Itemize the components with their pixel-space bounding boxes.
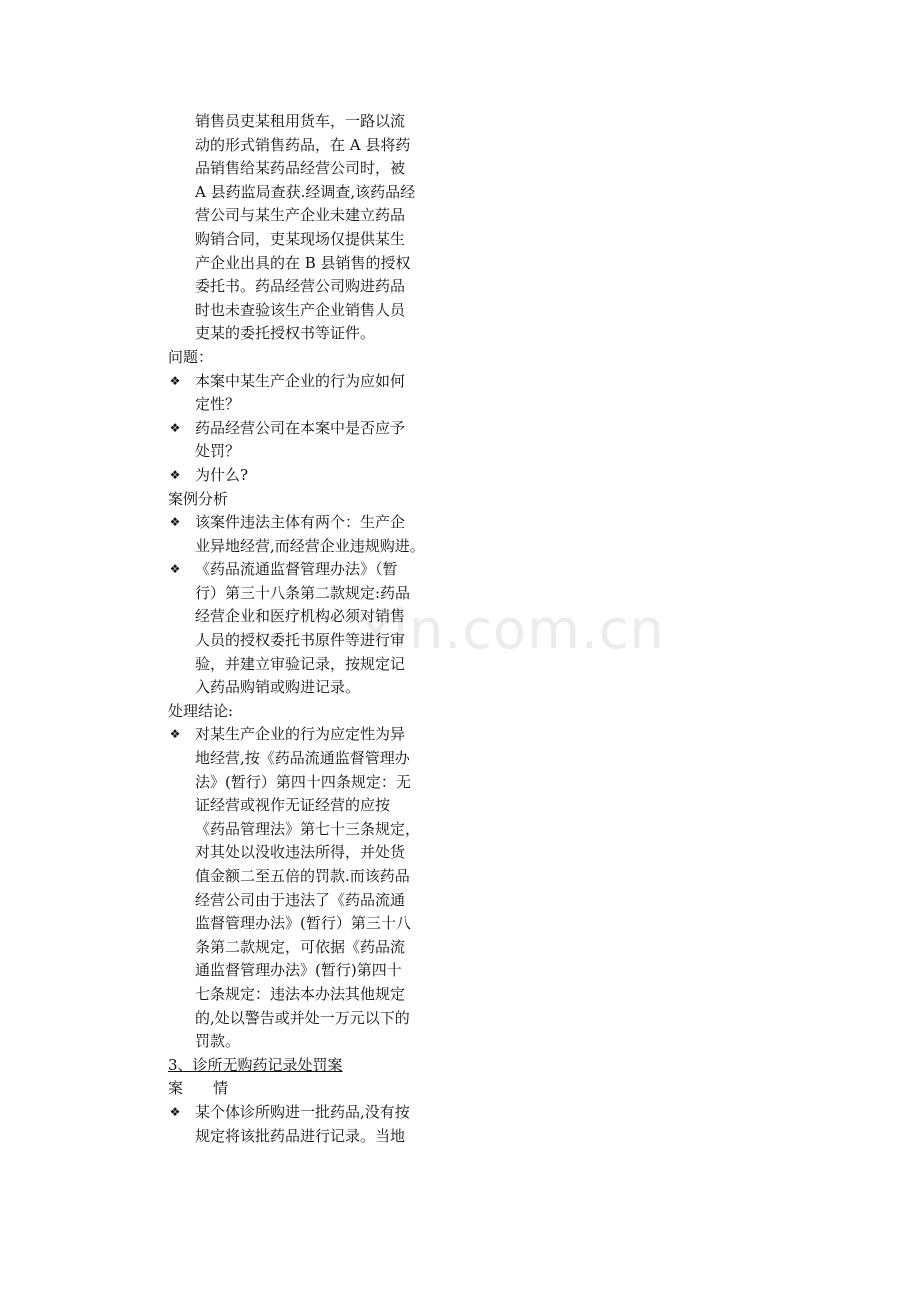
list-item-text: 值金额二至五倍的罚款.而该药品 (195, 867, 410, 885)
text-column (168, 110, 438, 1148)
list-item-line (168, 841, 438, 865)
list-item-line (168, 912, 438, 936)
questions-heading: 问题： (168, 347, 214, 366)
list-item-text: 条第二款规定，可依据《药品流 (195, 937, 406, 956)
bullet-icon: ❖ (169, 467, 181, 482)
intro-line: 吏某的委托授权书等证件。 (195, 324, 376, 343)
list-item-text: 证经营或视作无证经营的应按 (195, 796, 391, 815)
case-label: 案 情 (168, 1079, 229, 1098)
list-item (168, 723, 438, 1053)
list-item (168, 464, 438, 488)
list-item-line (168, 629, 438, 653)
intro-paragraph (168, 110, 438, 346)
conclusion-list (168, 723, 438, 1053)
list-item-text: 处罚？ (195, 442, 241, 461)
list-item-text: 规定将该批药品进行记录。当地 (195, 1126, 406, 1145)
list-item-text: 行）第三十八条第二款规定:药品 (195, 583, 411, 602)
list-item-line (168, 464, 438, 488)
case3-list (168, 1101, 438, 1148)
list-item-line (168, 558, 438, 582)
list-item-line (168, 818, 438, 842)
bullet-icon: ❖ (169, 562, 181, 577)
analysis-list (168, 511, 438, 700)
list-item-line (168, 440, 438, 464)
list-item (168, 1101, 438, 1148)
intro-line: 购销合同，吏某现场仅提供某生 (195, 229, 406, 248)
list-item-line (168, 889, 438, 913)
list-item-line (168, 1101, 438, 1125)
intro-line: 时也未查验该生产企业销售人员 (195, 300, 406, 319)
list-item-text: 对其处以没收违法所得，并处货 (195, 843, 406, 862)
list-item-text: 经营公司由于违法了《药品流通 (195, 890, 406, 909)
list-item-line (168, 605, 438, 629)
list-item-line (168, 676, 438, 700)
list-item-line (168, 417, 438, 441)
intro-line: A 县药监局查获.经调查,该药品经 (195, 182, 416, 201)
list-item-line (168, 747, 438, 771)
watermark: xin.com.cn (360, 598, 665, 661)
list-item-text: 《药品流通监督管理办法》（暂 (195, 560, 398, 579)
list-item-text: 罚款。 (195, 1032, 241, 1051)
list-item-line (168, 983, 438, 1007)
list-item-line (168, 723, 438, 747)
intro-line: 动的形式销售药品，在 A 县将药 (195, 135, 411, 154)
list-item-line (168, 511, 438, 535)
list-item-line (168, 653, 438, 677)
bullet-icon: ❖ (169, 727, 181, 742)
list-item-text: 定性？ (195, 395, 241, 414)
list-item-line (168, 771, 438, 795)
list-item-line (168, 794, 438, 818)
list-item-text: 监督管理办法》(暂行）第三十八 (195, 914, 411, 933)
list-item-text: 本案中某生产企业的行为应如何 (195, 371, 406, 390)
list-item-text: 人员的授权委托书原件等进行审 (195, 631, 406, 650)
intro-line: 委托书。药品经营公司购进药品 (195, 277, 406, 296)
list-item-text: 对某生产企业的行为应定性为异 (195, 725, 406, 744)
list-item-text: 为什么? (195, 465, 249, 484)
list-item-text: 通监督管理办法》(暂行)第四十 (195, 961, 402, 980)
intro-line: 营公司与某生产企业未建立药品 (195, 206, 406, 225)
list-item (168, 558, 438, 700)
bullet-icon: ❖ (169, 373, 181, 388)
list-item-line (168, 1007, 438, 1031)
list-item-line (168, 865, 438, 889)
list-item-text: 业异地经营,而经营企业违规购进。 (195, 536, 425, 555)
intro-line: 产企业出具的在 B 县销售的授权 (195, 253, 411, 272)
list-item (168, 417, 438, 464)
list-item-text: 经营企业和医疗机构必须对销售 (195, 607, 406, 626)
list-item-line (168, 582, 438, 606)
list-item (168, 511, 438, 558)
list-item-text: 入药品购销或购进记录。 (195, 678, 361, 697)
bullet-icon: ❖ (169, 515, 181, 530)
list-item (168, 370, 438, 417)
intro-line: 销售员吏某租用货车，一路以流 (195, 112, 406, 130)
questions-list (168, 370, 438, 488)
list-item-text: 《药品管理法》第七十三条规定， (195, 819, 421, 838)
list-item-line (168, 959, 438, 983)
list-item-text: 法》(暂行）第四十四条规定：无 (195, 772, 411, 791)
conclusion-heading: 处理结论: (168, 701, 234, 720)
intro-line: 品销售给某药品经营公司时，被 (195, 159, 406, 178)
list-item-line (168, 370, 438, 394)
list-item-line (168, 393, 438, 417)
list-item-text: 地经营,按《药品流通监督管理办 (195, 749, 410, 768)
case3-title: 3、诊所无购药记录处罚案 (168, 1055, 343, 1074)
list-item-text: 七条规定：违法本办法其他规定 (195, 984, 406, 1003)
list-item-line (168, 936, 438, 960)
list-item-line (168, 1030, 438, 1054)
analysis-heading: 案例分析 (168, 489, 229, 508)
list-item-text: 某个体诊所购进一批药品,没有按 (195, 1102, 410, 1121)
list-item-line (168, 535, 438, 559)
list-item-text: 该案件违法主体有两个：生产企 (195, 513, 406, 532)
list-item-text: 的,处以警告或并处一万元以下的 (195, 1008, 410, 1027)
list-item-text: 验，并建立审验记录，按规定记 (195, 654, 406, 673)
bullet-icon: ❖ (169, 420, 181, 435)
bullet-icon: ❖ (169, 1104, 181, 1119)
list-item-line (168, 1125, 438, 1149)
list-item-text: 药品经营公司在本案中是否应予 (195, 418, 406, 437)
